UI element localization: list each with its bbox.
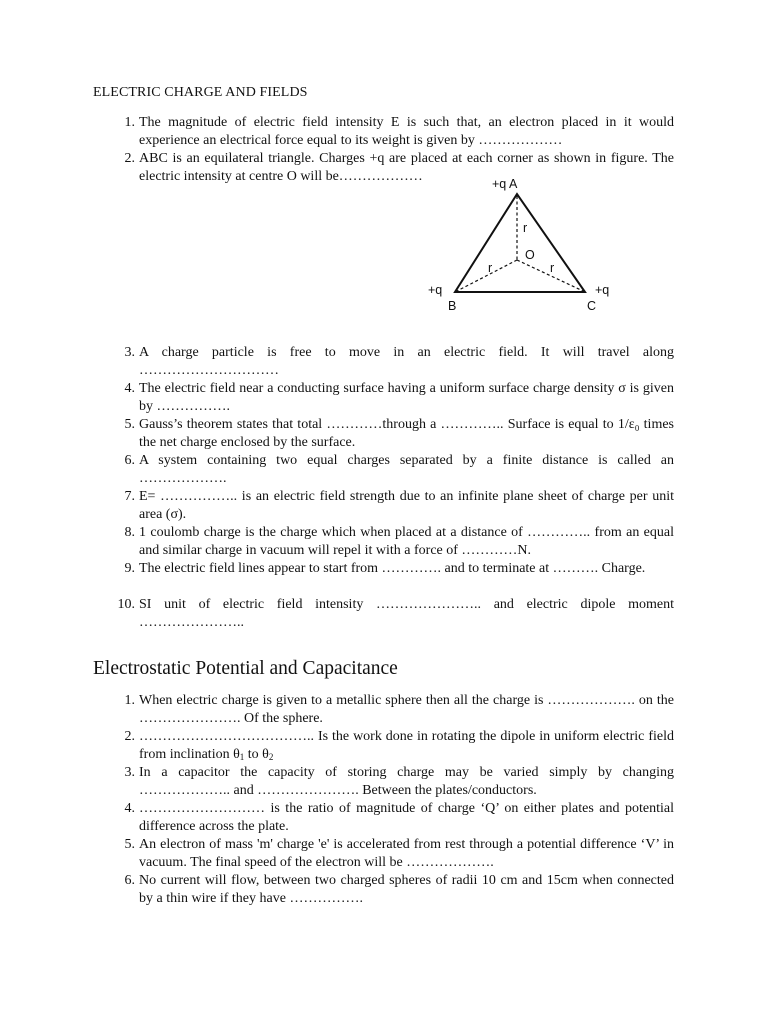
- item-number: 7.: [124, 489, 135, 504]
- section-title-electric-charge: ELECTRIC CHARGE AND FIELDS: [93, 85, 308, 100]
- equilateral-triangle-figure: [420, 172, 620, 317]
- list-item: [0, 692, 674, 728]
- subscript: 1: [239, 752, 245, 762]
- question-list-electrostatic-potential: [0, 692, 674, 908]
- item-text: The electric field lines appear to start from …………. and to terminate at ………. Charge.: [139, 561, 646, 576]
- item-text: SI unit of electric field intensity ………………….. and electric dipole moment …………………..: [139, 597, 674, 630]
- item-number: 8.: [124, 525, 135, 540]
- label-vertex-a: +q A: [492, 177, 518, 191]
- item-number: 5.: [124, 417, 135, 432]
- item-text: The magnitude of electric field intensity E is such that, an electron placed in it would experience an electrical force equal to its weight is given by ………………: [139, 115, 674, 148]
- item-text: A system containing two equal charges separated by a finite distance is called an ……………….: [139, 453, 674, 486]
- item-text: 1 coulomb charge is the charge which when placed at a distance of ………….. from an equal and similar charge in vacuum will repel it with a force of …………N.: [139, 525, 674, 558]
- item-number: 4.: [124, 801, 135, 816]
- item-number: 2.: [124, 729, 135, 744]
- item-number: 3.: [124, 765, 135, 780]
- item-number: 6.: [124, 873, 135, 888]
- list-item: [0, 764, 674, 800]
- list-item: [0, 728, 674, 764]
- item-text: ……………………… is the ratio of magnitude of charge ‘Q’ on either plates and potential difference across the plate.: [139, 801, 674, 834]
- label-charge-b: +q: [428, 283, 443, 297]
- label-radius-r: r: [488, 261, 493, 275]
- list-item: [0, 596, 674, 632]
- item-text: E= …………….. is an electric field strength due to an infinite plane sheet of charge per unit area (σ).: [139, 489, 674, 522]
- item-text-line: ABC is an equilateral triangle. Charges +q are placed at each corner as shown in figure. The electric intensity at centre O will be………………: [139, 151, 674, 184]
- list-item: [0, 344, 674, 380]
- item-text: No current will flow, between two charged spheres of radii 10 cm and 15cm when connected by a thin wire if they have …………….: [139, 873, 674, 906]
- item-text: When electric charge is given to a metallic sphere then all the charge is ………………. on the …………………. Of the sphere.: [139, 693, 674, 726]
- list-item: [0, 836, 674, 872]
- item-text: The electric field near a conducting surface having a uniform surface charge density σ is given by …………….: [139, 381, 674, 414]
- list-item: [0, 416, 674, 452]
- list-item: [0, 872, 674, 908]
- list-item: [0, 800, 674, 836]
- list-item: [0, 380, 674, 416]
- item-number: 5.: [124, 837, 135, 852]
- list-item: [0, 488, 674, 524]
- section-title-electrostatic-potential: Electrostatic Potential and Capacitance: [93, 658, 398, 679]
- list-item: [0, 114, 674, 150]
- list-item: [0, 560, 674, 596]
- label-radius-r: r: [550, 261, 555, 275]
- label-centre-o: O: [525, 248, 535, 262]
- label-radius-r: r: [523, 221, 528, 235]
- item-number: 6.: [124, 453, 135, 468]
- list-item: [0, 452, 674, 488]
- item-text: Gauss’s theorem states that total …………through a ………….. Surface is equal to 1/ε₀ times the net charge enclosed by the surface.: [139, 417, 674, 450]
- item-text: In a capacitor the capacity of storing charge may be varied simply by changing ……………….. and …………………. Between the plates/conductors.: [139, 765, 674, 798]
- subscript: 2: [268, 752, 274, 762]
- item-number: 4.: [124, 381, 135, 396]
- item-number: 3.: [124, 345, 135, 360]
- item-text: An electron of mass 'm' charge 'e' is accelerated from rest through a potential difference ‘V’ in vacuum. The final speed of the electron will be ……………….: [139, 837, 674, 870]
- item-number: 9.: [124, 561, 135, 576]
- label-charge-c: +q: [595, 283, 610, 297]
- item-number: 2.: [124, 151, 135, 166]
- label-vertex-b: B: [448, 299, 457, 313]
- item-text: [139, 728, 674, 766]
- item-number: 1.: [124, 693, 135, 708]
- list-item: [0, 524, 674, 560]
- triangle-abc: [455, 194, 585, 292]
- item-number: 1.: [124, 115, 135, 130]
- item-text-main: ……………………………….. Is the work done in rotating the dipole in uniform electric field from inclination θ: [139, 729, 674, 762]
- label-vertex-c: C: [587, 299, 597, 313]
- item-number: 10.: [117, 597, 135, 612]
- item-text: A charge particle is free to move in an electric field. It will travel along …………………………: [139, 345, 674, 378]
- item-text-mid: to θ: [244, 747, 269, 762]
